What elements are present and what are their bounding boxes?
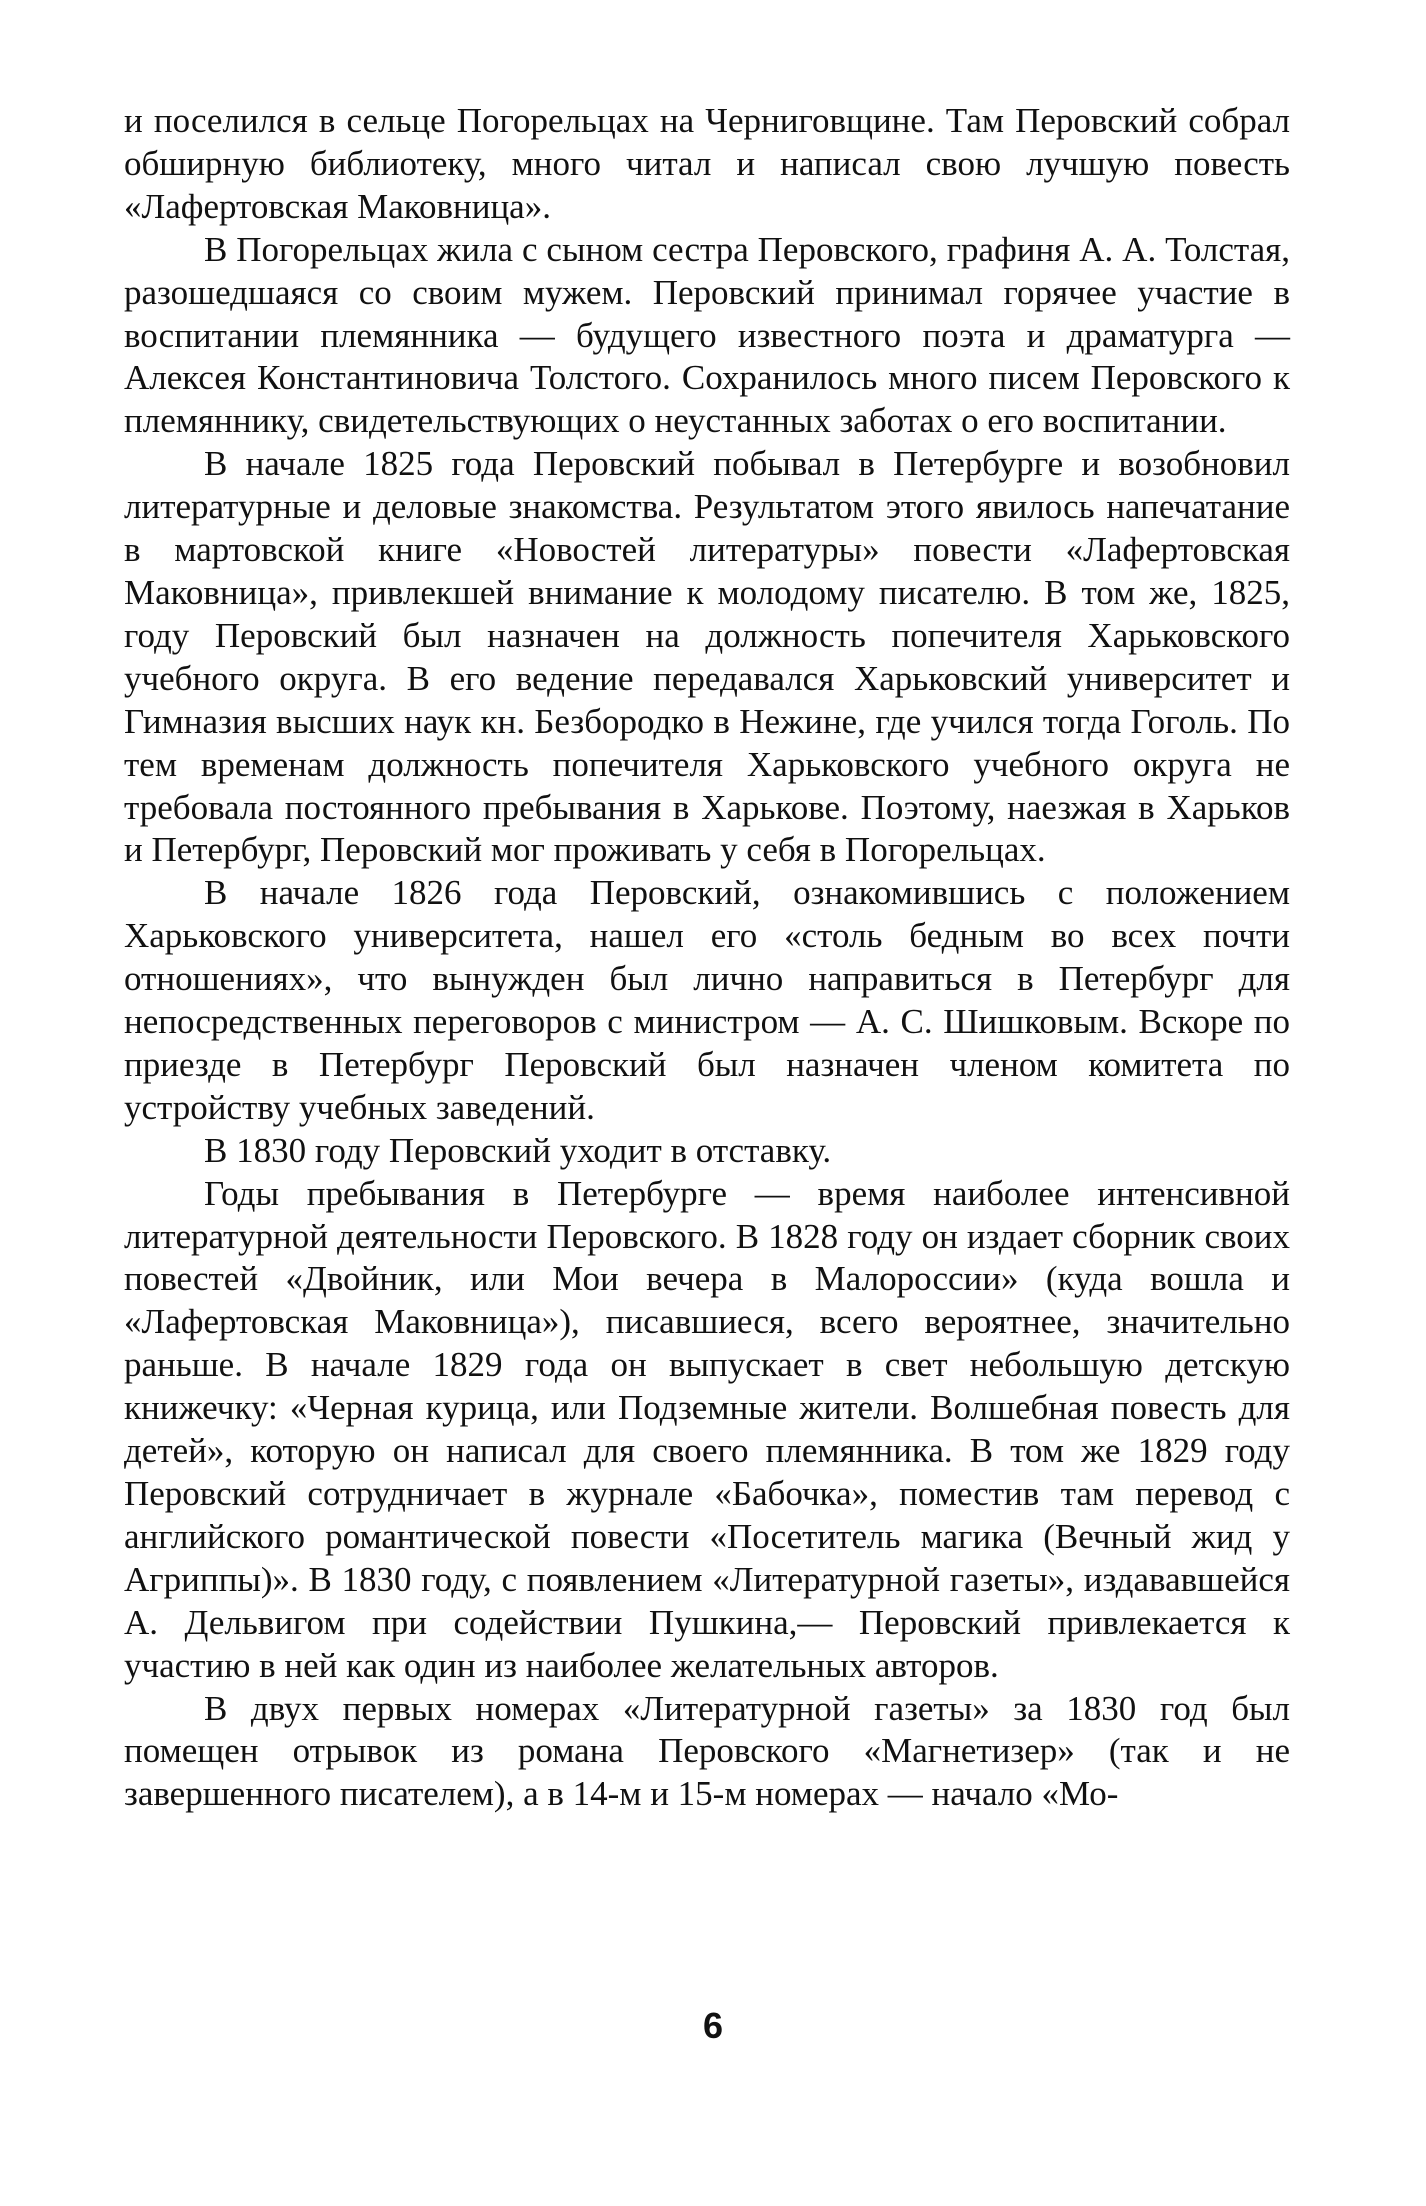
paragraph-1: и поселился в сельце Погорельцах на Черниговщине. Там Перовский собрал обширную библиотеку, много читал и написал свою лучшую повесть «Лафертовская Маковница».: [124, 101, 1290, 226]
page-number: 6: [702, 2005, 724, 2046]
paragraph-2: В Погорельцах жила с сыном сестра Перовского, графиня А. А. Толстая, разошедшаяся со своим мужем. Перовский принимал горячее участие в воспитании племянника — будущего известного поэта и драматурга — Алексея Константиновича Толстого. Сохранилось много писем Перовского к племяннику, свидетельствующих о неустанных заботах о его воспитании.: [124, 229, 1290, 441]
paragraph-4: В начале 1826 года Перовский, ознакомившись с положением Харьковского университета, нашел его «столь бедным во всех почти отношениях», что вынужден был лично направиться в Петербург для непосредственных переговоров с министром — А. С. Шишковым. Вскоре по приезде в Петербург Перовский был назначен членом комитета по устройству учебных заведений.: [124, 873, 1290, 1127]
paragraph-5: В 1830 году Перовский уходит в отставку.: [204, 1130, 832, 1170]
paragraph-7: В двух первых номерах «Литературной газеты» за 1830 год был помещен отрывок из романа Перовского «Магнетизер» (так и не завершенного писателем), а в 14-м и 15-м номерах — начало «Мо-: [124, 1688, 1290, 1814]
document-page: [124, 100, 1290, 1816]
paragraph-6: Годы пребывания в Петербурге — время наиболее интенсивной литературной деятельности Перовского. В 1828 году он издает сборник своих повестей «Двойник, или Мои вечера в Малороссии» (куда вошла и «Лафертовская Маковница»), писавшиеся, всего вероятнее, значительно раньше. В начале 1829 года он выпускает в свет небольшую детскую книжечку: «Черная курица, или Подземные жители. Волшебная повесть для детей», которую он написал для своего племянника. В том же 1829 году Перовский сотрудничает в журнале «Бабочка», поместив там перевод с английского романтической повести «Посетитель магика (Вечный жид у Агриппы)». В 1830 году, с появлением «Литературной газеты», издававшейся А. Дельвигом при содействии Пушкина,— Перовский привлекается к участию в ней как один из наиболее желательных авторов.: [124, 1173, 1290, 1685]
paragraph-3: В начале 1825 года Перовский побывал в Петербурге и возобновил литературные и деловые знакомства. Результатом этого явилось напечатание в мартовской книге «Новостей литературы» повести «Лафертовская Маковница», привлекшей внимание к молодому писателю. В том же, 1825, году Перовский был назначен на должность попечителя Харьковского учебного округа. В его ведение передавался Харьковский университет и Гимназия высших наук кн. Безбородко в Нежине, где учился тогда Гоголь. По тем временам должность попечителя Харьковского учебного округа не требовала постоянного пребывания в Харькове. Поэтому, наезжая в Харьков и Петербург, Перовский мог проживать у себя в Погорельцах.: [124, 444, 1290, 870]
